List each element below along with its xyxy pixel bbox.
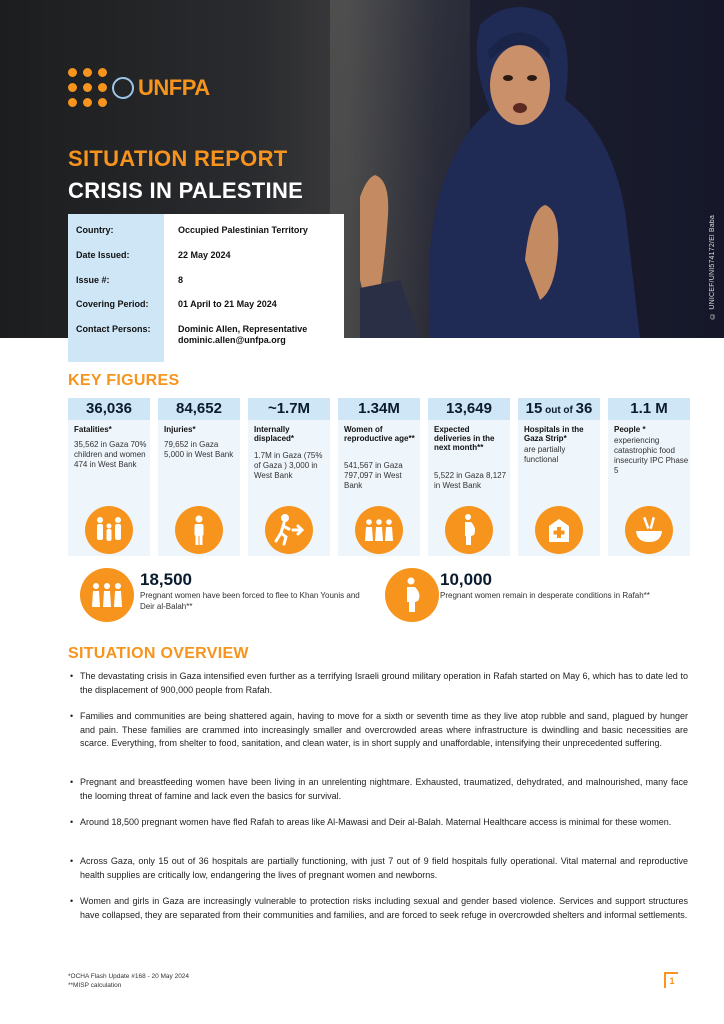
figure-label: People * (614, 425, 646, 434)
figure-desc: 79,652 in Gaza 5,000 in West Bank (164, 440, 234, 459)
list-item: • Around 18,500 pregnant women have fled Rafah to areas like Al-Mawasi and Deir al-Balah. Maternal Healthcare access is minimal for these women. (68, 816, 688, 830)
key-figure-expected-deliveries (428, 398, 510, 556)
highlight-number: 10,000 (440, 570, 492, 589)
report-info-table (68, 214, 344, 362)
info-value (178, 324, 338, 346)
page-number: 1 (664, 972, 678, 988)
info-label: Date Issued: (76, 250, 130, 260)
figure-number: 84,652 (158, 398, 240, 420)
footnote: **MISP calculation (68, 982, 122, 989)
key-figure-women-reproductive-age (338, 398, 420, 556)
figure-number: 13,649 (428, 398, 510, 420)
info-label: Contact Persons: (76, 324, 151, 334)
figure-label: Hospitals in the Gaza Strip* (524, 425, 584, 443)
list-item: • Women and girls in Gaza are increasingly vulnerable to protection risks including sexual and gender based violence. Services and support structures have collapsed, they are separated from their communities and families, and are forced to seek refuge in overcrowded shelters and informal settlements. (68, 895, 688, 922)
info-value: 01 April to 21 May 2024 (178, 299, 277, 309)
highlight-text: Pregnant women remain in desperate conditions in Rafah** (440, 591, 650, 600)
info-label-column (68, 214, 164, 362)
person-icon (175, 506, 223, 554)
unfpa-logo (68, 68, 210, 108)
figure-number: 15 out of 36 (518, 398, 600, 420)
fleeing-person-icon (265, 506, 313, 554)
food-bowl-icon (625, 506, 673, 554)
hospital-icon (535, 506, 583, 554)
key-figures-heading: KEY FIGURES (68, 372, 180, 389)
info-label: Country: (76, 225, 114, 235)
info-label: Issue #: (76, 275, 110, 285)
info-label: Covering Period: (76, 299, 149, 309)
key-figure-hospitals (518, 398, 600, 556)
report-type: SITUATION REPORT (68, 146, 288, 171)
family-icon (85, 506, 133, 554)
figure-label: Expected deliveries in the next month** (434, 425, 495, 452)
highlight-text: Pregnant women have been forced to flee to Khan Younis and Deir al-Balah** (140, 591, 360, 611)
logo-dots-icon (68, 68, 108, 108)
info-value: 22 May 2024 (178, 250, 231, 260)
situation-overview-heading: SITUATION OVERVIEW (68, 645, 249, 662)
photo-credit: © UNICEF/UNI574172/El Baba (709, 215, 716, 320)
footnotes (68, 972, 189, 990)
figure-label: Fatalities* (74, 425, 112, 434)
key-figure-fatalities (68, 398, 150, 556)
un-emblem-icon (112, 77, 134, 99)
figure-number: 1.1 M (608, 398, 690, 420)
key-figure-displaced (248, 398, 330, 556)
figure-desc: 35,562 in Gaza 70% children and women 474 in West Bank (74, 440, 147, 469)
figure-label: Injuries* (164, 425, 196, 434)
women-group-icon (80, 568, 134, 622)
footnote: *OCHA Flash Update #168 - 20 May 2024 (68, 973, 190, 980)
key-figure-food-insecurity (608, 398, 690, 556)
figure-desc: experiencing catastrophic food insecurity IPC Phase 5 (614, 436, 689, 475)
key-figure-injuries (158, 398, 240, 556)
list-item: • Pregnant and breastfeeding women have been living in an unrelenting nightmare. Exhausted, traumatized, dehydrated, and malnourished, many face the looming threat of famine and lack even the basics for survival. (68, 776, 688, 803)
pregnant-woman-icon (385, 568, 439, 622)
list-item: • Across Gaza, only 15 out of 36 hospitals are partially functioning, with just 7 out of 9 field hospitals fully operational. Vital maternal and reproductive health supplies are critically low, endangering the lives of pregnant women and newborns. (68, 855, 688, 882)
figure-number: ~1.7M (248, 398, 330, 420)
figure-number: 36,036 (68, 398, 150, 420)
highlight-number: 18,500 (140, 570, 192, 589)
info-value: Occupied Palestinian Territory (178, 225, 308, 235)
logo-text: UNFPA (138, 75, 210, 100)
figure-desc: 541,567 in Gaza 797,097 in West Bank (344, 461, 403, 490)
contact-name: Dominic Allen, Representative (178, 324, 308, 334)
contact-email[interactable]: dominic.allen@unfpa.org (178, 335, 286, 345)
info-value: 8 (178, 275, 184, 285)
pregnant-woman-icon (445, 506, 493, 554)
figure-desc: are partially functional (524, 445, 566, 464)
figure-desc: 1.7M in Gaza (75% of Gaza ) 3,000 in West Bank (254, 451, 323, 480)
list-item: • The devastating crisis in Gaza intensified even further as a terrifying Israeli ground military operation in Rafah started on May 6, which has to date led to the displacement of 900,000 people from Rafah. (68, 670, 688, 697)
girl-praying-illustration (360, 0, 660, 338)
figure-label: Women of reproductive age** (344, 425, 415, 443)
list-item: • Families and communities are being shattered again, having to move for a sixth or seventh time as they live atop rubble and sand, plagued by hunger and pain. These families are crammed into increasingly smaller and overcrowded areas where infrastructure is dwindling and basic necessities are scarce. Everything, from shelter to food, sanitation, and clean water, is in short supply and unaffordable, intensifying their unprecedented suffering. (68, 710, 688, 751)
figure-label: Internally displaced* (254, 425, 295, 443)
figure-desc: 5,522 in Gaza 8,127 in West Bank (434, 471, 507, 490)
women-group-icon (355, 506, 403, 554)
figure-number: 1.34M (338, 398, 420, 420)
report-title: CRISIS IN PALESTINE (68, 178, 304, 203)
